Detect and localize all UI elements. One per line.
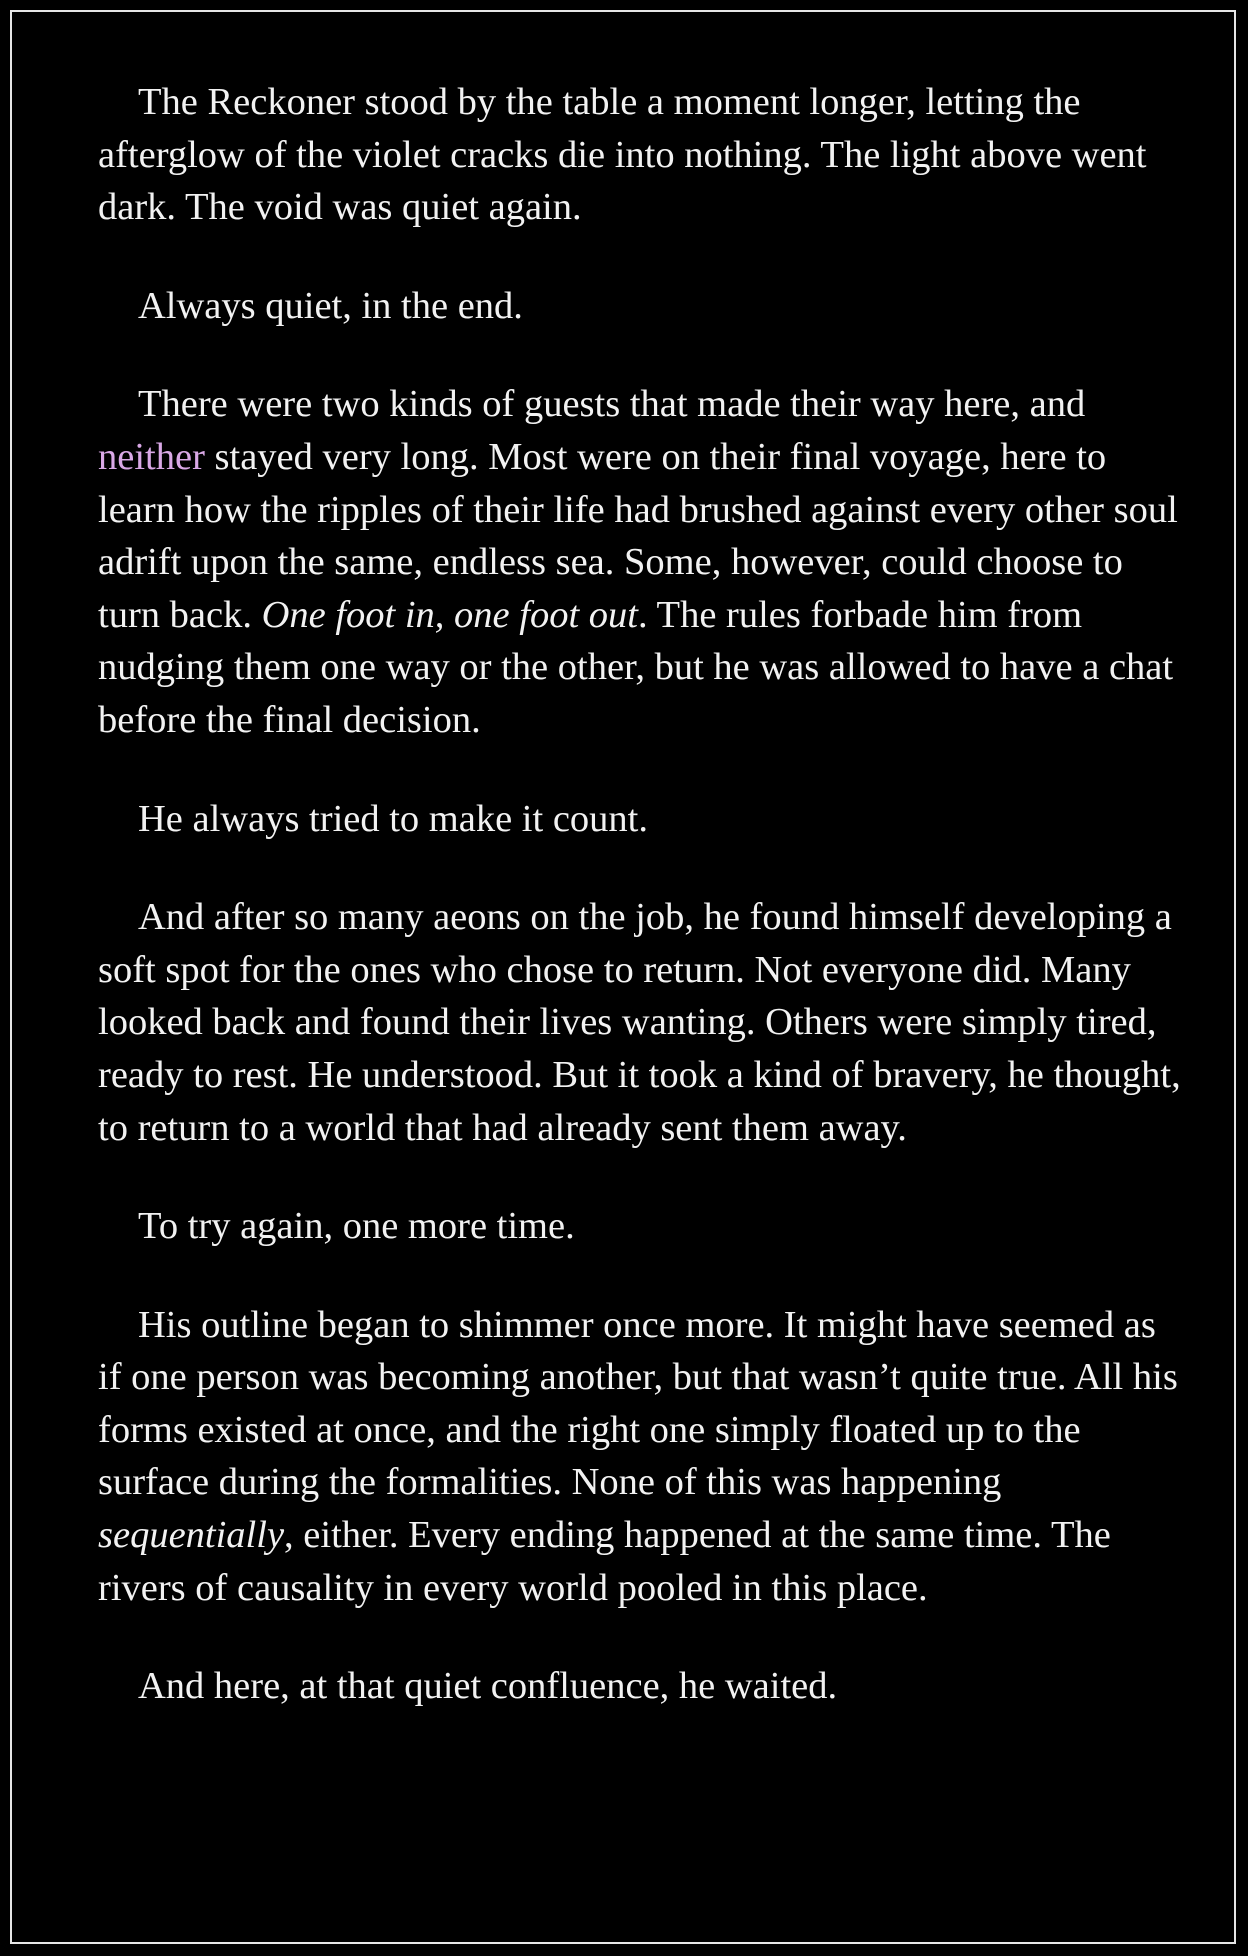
- paragraph-6: To try again, one more time.: [138, 1205, 575, 1248]
- paragraph-1: The Reckoner stood by the table a moment longer, letting the afterglow of the violet cracks die into nothing. The light above went dark. The void was quiet again.: [98, 81, 1147, 229]
- highlighted-word: neither: [98, 435, 205, 478]
- paragraph-5: And after so many aeons on the job, he found himself developing a soft spot for the ones who chose to return. Not everyone did. Many looked back and found their lives wanting. Others were simply tired, ready to rest. He understood. But it took a kind of bravery, he thought, to return to a world that had already sent them away.: [98, 896, 1181, 1149]
- paragraph-4: He always tried to make it count.: [138, 797, 648, 840]
- paragraph-3-part-3: . The rules forbade him from nudging them one way or the other, but he was allowed to have a chat before the final decision.: [98, 593, 1174, 741]
- italic-word: sequentially: [98, 1514, 285, 1557]
- paragraph-8: And here, at that quiet confluence, he waited.: [138, 1665, 838, 1708]
- italic-phrase: One foot in, one foot out: [261, 593, 638, 636]
- paragraph-3-part-2: stayed very long. Most were on their final voyage, here to learn how the ripples of their life had brushed against every other soul adrift upon the same, endless sea. Some, however, could choose to turn back.: [98, 435, 1178, 636]
- paragraph-2: Always quiet, in the end.: [138, 284, 523, 327]
- paragraph-7: [98, 1299, 1188, 1615]
- paragraph-7-part-1: His outline began to shimmer once more. It might have seemed as if one person was becoming another, but that wasn’t quite true. All his forms existed at once, and the right one simply floated up to the surface during the formalities. None of this was happening: [98, 1303, 1178, 1504]
- page-frame: [10, 10, 1236, 1944]
- story-text: [98, 76, 1188, 1713]
- paragraph-3-part-1: There were two kinds of guests that made their way here, and: [138, 383, 1086, 426]
- paragraph-3: [98, 378, 1188, 746]
- paragraph-7-part-2: , either. Every ending happened at the same time. The rivers of causality in every world pooled in this place.: [98, 1514, 1111, 1609]
